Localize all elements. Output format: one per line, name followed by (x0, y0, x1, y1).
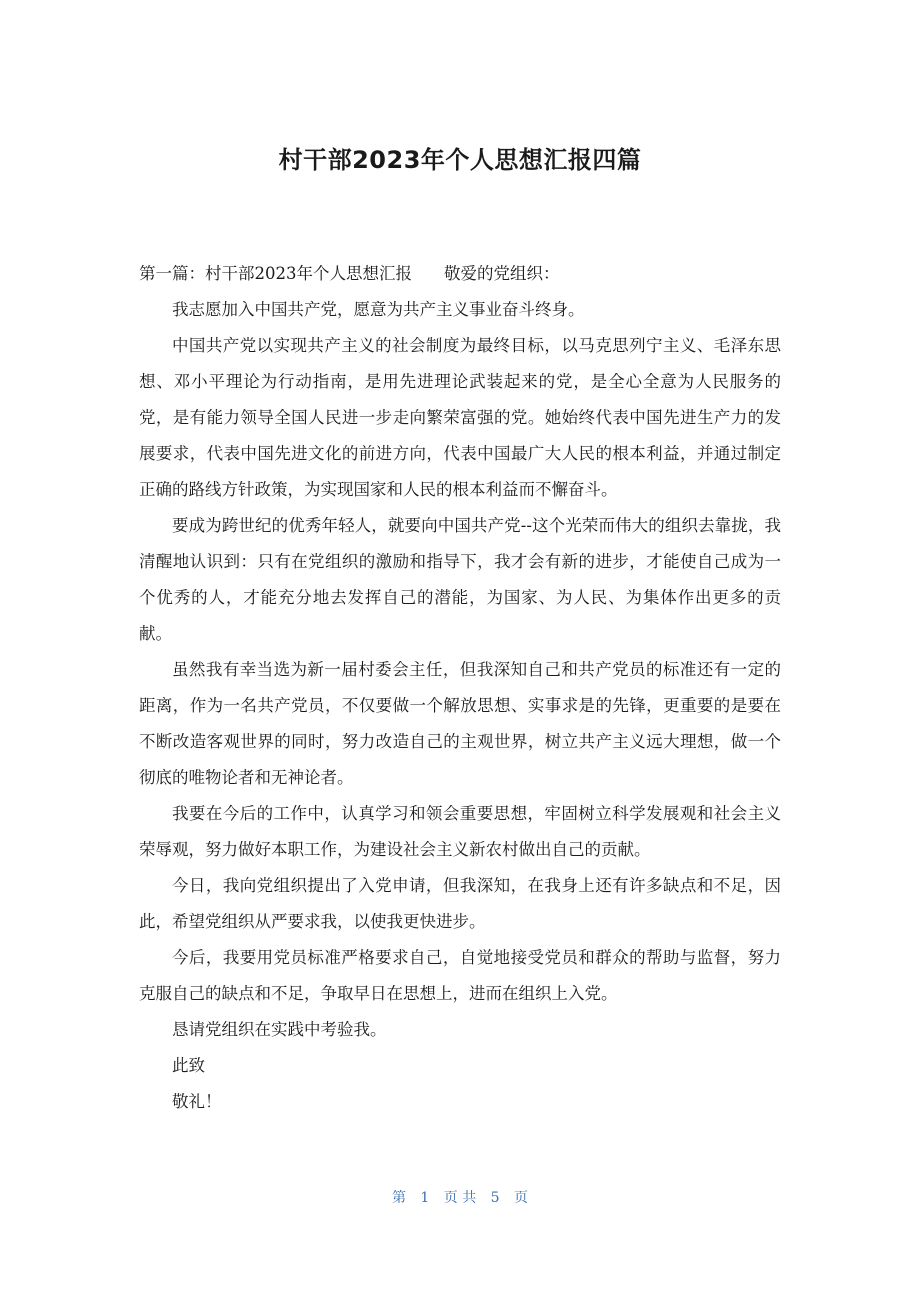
paragraph: 恳请党组织在实践中考验我。 (172, 1020, 387, 1039)
page-footer (0, 1187, 920, 1207)
salutation: 敬爱的党组织： (444, 264, 560, 283)
paragraph: 今日，我向党组织提出了入党申请，但我深知，在我身上还有许多缺点和不足，因此，希望党组织从严要求我，以使我更快进步。 (139, 876, 781, 931)
footer-middle: 页 共 (443, 1190, 477, 1206)
document-title: 村干部2023年个人思想汇报四篇 (278, 146, 642, 174)
paragraph: 我志愿加入中国共产党，愿意为共产主义事业奋斗终身。 (172, 300, 585, 319)
footer-page-number: 1 (420, 1190, 430, 1206)
closing-line: 此致 (172, 1056, 205, 1075)
document-body (139, 256, 781, 1120)
footer-suffix: 页 (514, 1190, 529, 1206)
section-heading-line (139, 256, 781, 292)
paragraph: 中国共产党以实现共产主义的社会制度为最终目标，以马克思列宁主义、毛泽东思想、邓小平理论为行动指南，是用先进理论武装起来的党，是全心全意为人民服务的党，是有能力领导全国人民进一步走向繁荣富强的党。她始终代表中国先进生产力的发展要求，代表中国先进文化的前进方向，代表中国最广大人民的根本利益，并通过制定正确的路线方针政策，为实现国家和人民的根本利益而不懈奋斗。 (139, 336, 781, 499)
section-heading: 第一篇：村干部2023年个人思想汇报 (139, 264, 412, 283)
footer-total-pages: 5 (490, 1190, 500, 1206)
paragraph: 我要在今后的工作中，认真学习和领会重要思想，牢固树立科学发展观和社会主义荣辱观，努力做好本职工作，为建设社会主义新农村做出自己的贡献。 (139, 804, 781, 859)
paragraph: 今后，我要用党员标准严格要求自己，自觉地接受党员和群众的帮助与监督，努力克服自己的缺点和不足，争取早日在思想上，进而在组织上入党。 (139, 948, 781, 1003)
closing-line: 敬礼！ (172, 1092, 222, 1111)
footer-prefix: 第 (391, 1190, 406, 1206)
paragraph: 虽然我有幸当选为新一届村委会主任，但我深知自己和共产党员的标准还有一定的距离，作为一名共产党员，不仅要做一个解放思想、实事求是的先锋，更重要的是要在不断改造客观世界的同时，努力改造自己的主观世界，树立共产主义远大理想，做一个彻底的唯物论者和无神论者。 (139, 660, 781, 787)
paragraph: 要成为跨世纪的优秀年轻人，就要向中国共产党--这个光荣而伟大的组织去靠拢，我清醒地认识到：只有在党组织的激励和指导下，我才会有新的进步，才能使自己成为一个优秀的人，才能充分地去发挥自己的潜能，为国家、为人民、为集体作出更多的贡献。 (139, 516, 781, 643)
